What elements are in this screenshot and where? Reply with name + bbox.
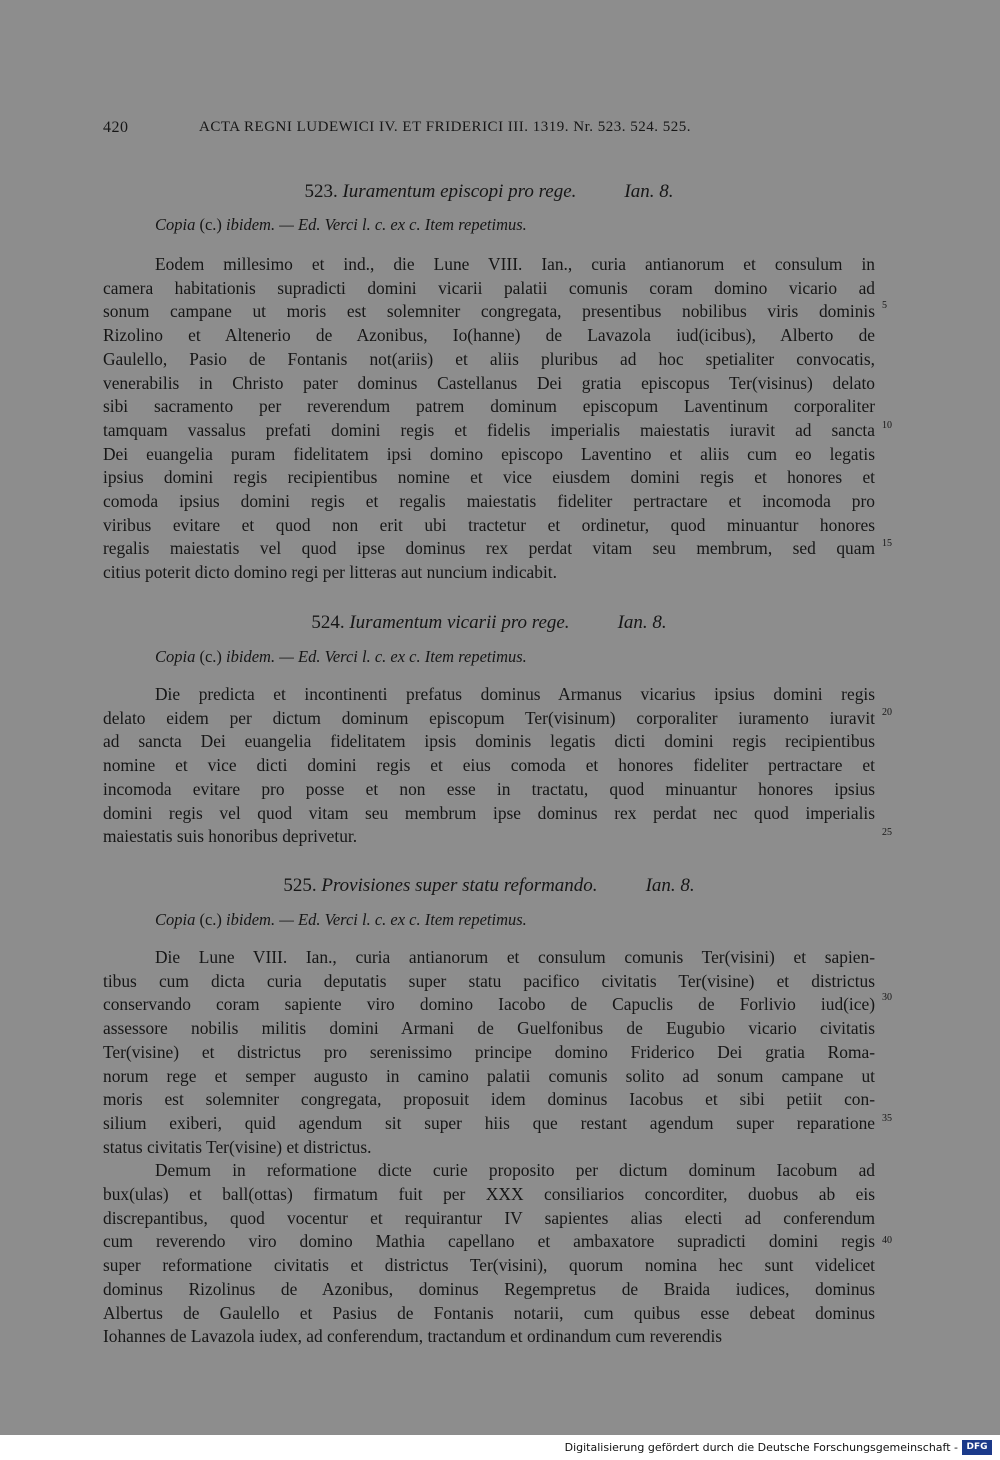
margin-line-number: 15 [882, 538, 892, 549]
text-line: domini regis vel quod vitam seu membrum ipse dominus rex perdat nec quod imperialis [103, 802, 875, 823]
text-line: Iohannes de Lavazola iudex, ad conferendum, tractandum et ordinandum cum reverendis [103, 1326, 723, 1347]
text-line: ad sancta Dei euangelia fidelitatem ipsis dominis legatis dicti domini regis recipientibus [103, 731, 875, 752]
source-siglum: (c.) [199, 647, 222, 666]
section-title: Provisiones super statu reformando. [321, 875, 598, 896]
footer-credit: Digitalisierung gefördert durch die Deutsche Forschungsgemeinschaft - [564, 1441, 958, 1454]
text-line: Dei euangelia puram fidelitatem ipsi domino episcopo Laventino et aliis cum eo legatis [103, 443, 875, 464]
text-line: sibi sacramento per reverendum patrem dominum episcopum Laventinum corporaliter [103, 396, 875, 417]
text-line: Eodem millesimo et ind., die Lune VIII. Ian., curia antianorum et consulum in [155, 254, 875, 274]
text-line: Demum in reformatione dicte curie proposito per dictum dominum Iacobum ad [155, 1160, 875, 1181]
text-line: venerabilis in Christo pater dominus Castellanus Dei gratia episcopus Ter(visinus) delato [103, 372, 875, 393]
margin-line-number: 40 [882, 1235, 892, 1246]
source-copia: Copia [155, 647, 196, 666]
text-line: norum rege et semper augusto in camino palatii comunis solito ad sonum campane ut [103, 1065, 875, 1086]
footer-bar [0, 1435, 1000, 1460]
text-line: discrepantibus, quod vocentur et requirantur IV sapientes alias electi ad conferendum [103, 1207, 875, 1228]
source-note [155, 215, 527, 235]
text-line: viribus evitare et quod non erit ubi tractetur et ordinetur, quod minuantur honores [103, 514, 875, 535]
text-line: status civitatis Ter(visine) et districtus. [103, 1136, 372, 1157]
source-copia: Copia [155, 910, 196, 929]
text-line: sonum campane ut moris est solemniter congregata, presentibus nobilibus viris dominis [103, 301, 875, 322]
text-line: comoda ipsius domini regis et regalis maiestatis fideliter pertractare et incomoda pro [103, 491, 875, 511]
text-line: camera habitationis supradicti domini vicarii palatii comunis coram domino vicario ad [103, 277, 875, 298]
text-line: regalis maiestatis vel quod ipse dominus rex perdat vitam seu membrum, sed quam [103, 538, 875, 559]
text-line: super reformatione civitatis et districtus Ter(visini), quorum nomina hec sunt videlicet [103, 1255, 875, 1276]
margin-line-number: 10 [882, 420, 892, 431]
text-line: incomoda evitare pro posse et non esse in tractatu, quod minuantur honores ipsius [103, 778, 875, 799]
margin-line-number: 5 [882, 300, 887, 311]
source-edition: ibidem. — Ed. Verci l. c. ex c. Item repetimus. [226, 215, 527, 234]
text-line: cum reverendo viro domino Mathia capellano et ambaxatore supradicti domini regis [103, 1231, 875, 1252]
section-title: Iuramentum vicarii pro rege. [349, 612, 570, 633]
text-line: moris est solemniter congregata, proposuit idem dominus Iacobus et sibi petiit con- [103, 1089, 875, 1110]
source-note [155, 647, 527, 667]
text-line: nomine et vice dicti domini regis et eius comoda et honores fideliter pertractare et [103, 755, 875, 776]
page-number: 420 [103, 119, 129, 136]
margin-line-number: 20 [882, 707, 892, 718]
section-heading [103, 612, 875, 634]
section-heading [103, 875, 875, 897]
text-line: assessore nobilis militis domini Armani de Guelfonibus de Eugubio vicario civitatis [103, 1018, 875, 1039]
text-line: tibus cum dicta curia deputatis super statu pacifico civitatis Ter(visine) et districtus [103, 970, 875, 991]
running-title: ACTA REGNI LUDEWICI IV. ET FRIDERICI III. 1319. Nr. 523. 524. 525. [199, 119, 692, 135]
section-number: 523. [304, 181, 338, 202]
section-date: Ian. 8. [645, 875, 695, 896]
text-line: tamquam vassalus prefati domini regis et fidelis imperialis maiestatis iuravit ad sancta [103, 419, 875, 440]
text-line: conservando coram sapiente viro domino Iacobo de Capuclis de Forlivio iud(ice) [103, 994, 875, 1015]
dfg-logo: DFG [962, 1440, 992, 1455]
source-copia: Copia [155, 215, 196, 234]
text-line: Rizolino et Altenerio de Azonibus, Io(hanne) de Lavazola iud(icibus), Alberto de [103, 325, 875, 346]
section-number: 525. [283, 875, 317, 896]
source-siglum: (c.) [199, 215, 222, 234]
section-date: Ian. 8. [624, 181, 674, 202]
section-number: 524. [311, 612, 345, 633]
text-line: Die predicta et incontinenti prefatus dominus Armanus vicarius ipsius domini regis [155, 684, 875, 704]
text-line: delato eidem per dictum dominum episcopum Ter(visinum) corporaliter iuramento iuravit [103, 707, 875, 728]
text-line: bux(ulas) et ball(ottas) firmatum fuit per XXX consiliarios concorditer, duobus ab eis [103, 1184, 875, 1204]
source-siglum: (c.) [199, 910, 222, 929]
text-line: Ter(visine) et districtus pro serenissimo principe domino Friderico Dei gratia Roma- [103, 1041, 875, 1062]
text-line: dominus Rizolinus de Azonibus, dominus Regempretus de Braida iudices, dominus [103, 1278, 875, 1299]
text-line: ipsius domini regis recipientibus nomine et vice eiusdem domini regis et honores et [103, 467, 875, 488]
section-title: Iuramentum episcopi pro rege. [342, 181, 577, 202]
source-note [155, 910, 527, 930]
text-line: citius poterit dicto domino regi per litteras aut nuncium indicabit. [103, 562, 557, 583]
margin-line-number: 25 [882, 827, 892, 838]
source-edition: ibidem. — Ed. Verci l. c. ex c. Item repetimus. [226, 647, 527, 666]
section-heading [103, 181, 875, 203]
section-date: Ian. 8. [617, 612, 667, 633]
margin-line-number: 30 [882, 992, 892, 1003]
text-line: silium exiberi, quid agendum sit super hiis que restant agendum super reparatione [103, 1112, 875, 1133]
margin-line-number: 35 [882, 1113, 892, 1124]
text-line: Die Lune VIII. Ian., curia antianorum et consulum comunis Ter(visini) et sapien- [155, 947, 875, 967]
text-line: Gaulello, Pasio de Fontanis not(ariis) et aliis pluribus ad hoc spetialiter convocatis, [103, 348, 875, 369]
text-line: Albertus de Gaulello et Pasius de Fontanis notarii, cum quibus esse debeat dominus [103, 1302, 875, 1323]
text-line: maiestatis suis honoribus deprivetur. [103, 826, 358, 847]
source-edition: ibidem. — Ed. Verci l. c. ex c. Item repetimus. [226, 910, 527, 929]
